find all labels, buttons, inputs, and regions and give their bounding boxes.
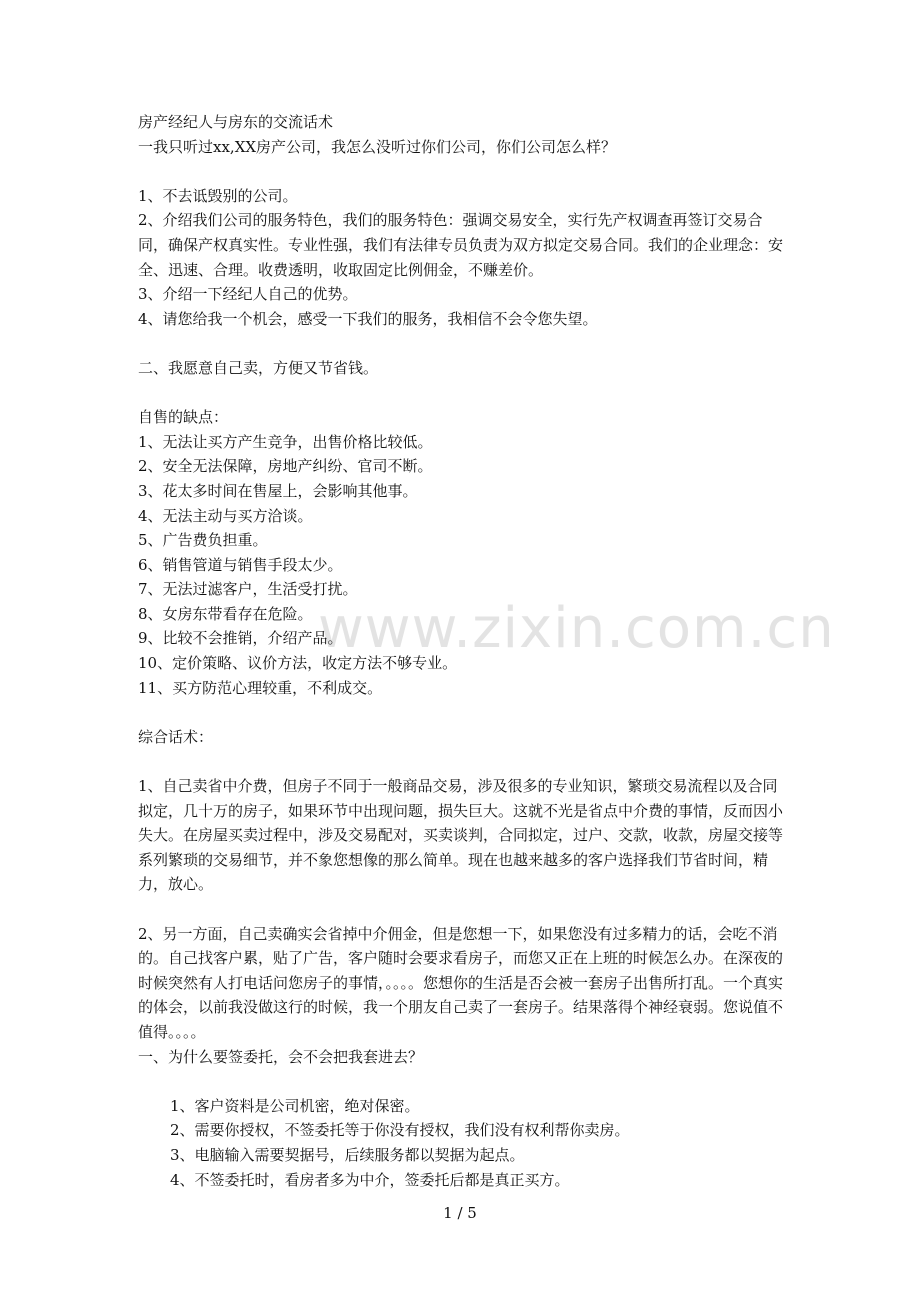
q3-item: 4、不签委托时，看房者多为中介，签委托后都是真正买方。 [170, 1170, 570, 1189]
document-body [138, 110, 790, 1192]
disadvantage-item: 2、安全无法保障，房地产纠纷、官司不断。 [138, 457, 433, 476]
watermark: www.zixin.com.cn [318, 596, 835, 661]
question-3: 一、为什么要签委托，会不会把我套进去？ [138, 1047, 424, 1066]
disadvantage-item: 9、比较不会推销，介绍产品。 [138, 629, 343, 648]
question-2: 二、我愿意自己卖，方便又节省钱。 [138, 358, 379, 377]
q1-item-3: 3、介绍一下经纪人自己的优势。 [138, 285, 358, 304]
script-paragraph-1: 1、自己卖省中介费，但房子不同于一般商品交易，涉及很多的专业知识，繁琐交易流程以及合同拟定，几十万的房子，如果环节中出现问题，损失巨大。这就不光是省点中介费的事情，反而因小失大。在房屋买卖过程中，涉及交易配对，买卖谈判，合同拟定，过户、交款，收款，房屋交接等系列繁琐的交易细节，并不象您想像的那么简单。现在也越来越多的客户选择我们节省时间，精力，放心。 [138, 777, 784, 894]
q3-item: 3、电脑输入需要契据号，后续服务都以契据为起点。 [170, 1145, 525, 1164]
disadvantage-item: 3、花太多时间在售屋上，会影响其他事。 [138, 481, 418, 500]
q1-item-1: 1、不去诋毁别的公司。 [138, 186, 298, 205]
script-paragraph-2: 2、另一方面，自己卖确实会省掉中介佣金，但是您想一下，如果您没有过多精力的话，会吃不消的。自己找客户累，贴了广告，客户随时会要求看房子，而您又正在上班的时候怎么办。在深夜的时候突然有人打电话问您房子的事情，。。。。您想你的生活是否会被一套房子出售所打乱。一个真实的体会，以前我没做这行的时候，我一个朋友自己卖了一套房子。结果落得个神经衰弱。您说值不值得。。。。 [138, 924, 784, 1041]
disadvantage-item: 1、无法让买方产生竞争，出售价格比较低。 [138, 432, 433, 451]
q1-item-4: 4、请您给我一个机会，感受一下我们的服务，我相信不会令您失望。 [138, 309, 598, 328]
q3-item: 2、需要你授权，不签委托等于你没有授权，我们没有权利帮你卖房。 [170, 1121, 630, 1140]
disadvantage-item: 10、定价策略、议价方法，收定方法不够专业。 [138, 654, 458, 673]
document-title: 房产经纪人与房东的交流话术 [138, 113, 334, 131]
disadvantage-item: 4、无法主动与买方洽谈。 [138, 506, 313, 525]
disadvantage-item: 7、无法过滤客户，生活受打扰。 [138, 580, 358, 599]
disadvantage-item: 6、销售管道与销售手段太少。 [138, 555, 343, 574]
disadvantage-item: 8、女房东带看存在危险。 [138, 604, 313, 623]
script-heading: 综合话术： [138, 727, 214, 746]
disadvantage-item: 5、广告费负担重。 [138, 531, 268, 550]
q1-item-2: 2、介绍我们公司的服务特色，我们的服务特色：强调交易安全，实行先产权调查再签订交易合同，确保产权真实性。专业性强，我们有法律专员负责为双方拟定交易合同。我们的企业理念：安全、迅速、合理。收费透明，收取固定比例佣金，不赚差价。 [138, 211, 784, 279]
disadvantage-item: 11、买方防范心理较重，不利成交。 [138, 678, 383, 697]
q3-item: 1、客户资料是公司机密，绝对保密。 [170, 1096, 420, 1115]
disadvantages-heading: 自售的缺点： [138, 408, 229, 427]
page-number: 1 / 5 [443, 1204, 477, 1222]
question-1: 一我只听过xx,XX房产公司，我怎么没听过你们公司，你们公司怎么样？ [138, 137, 617, 156]
